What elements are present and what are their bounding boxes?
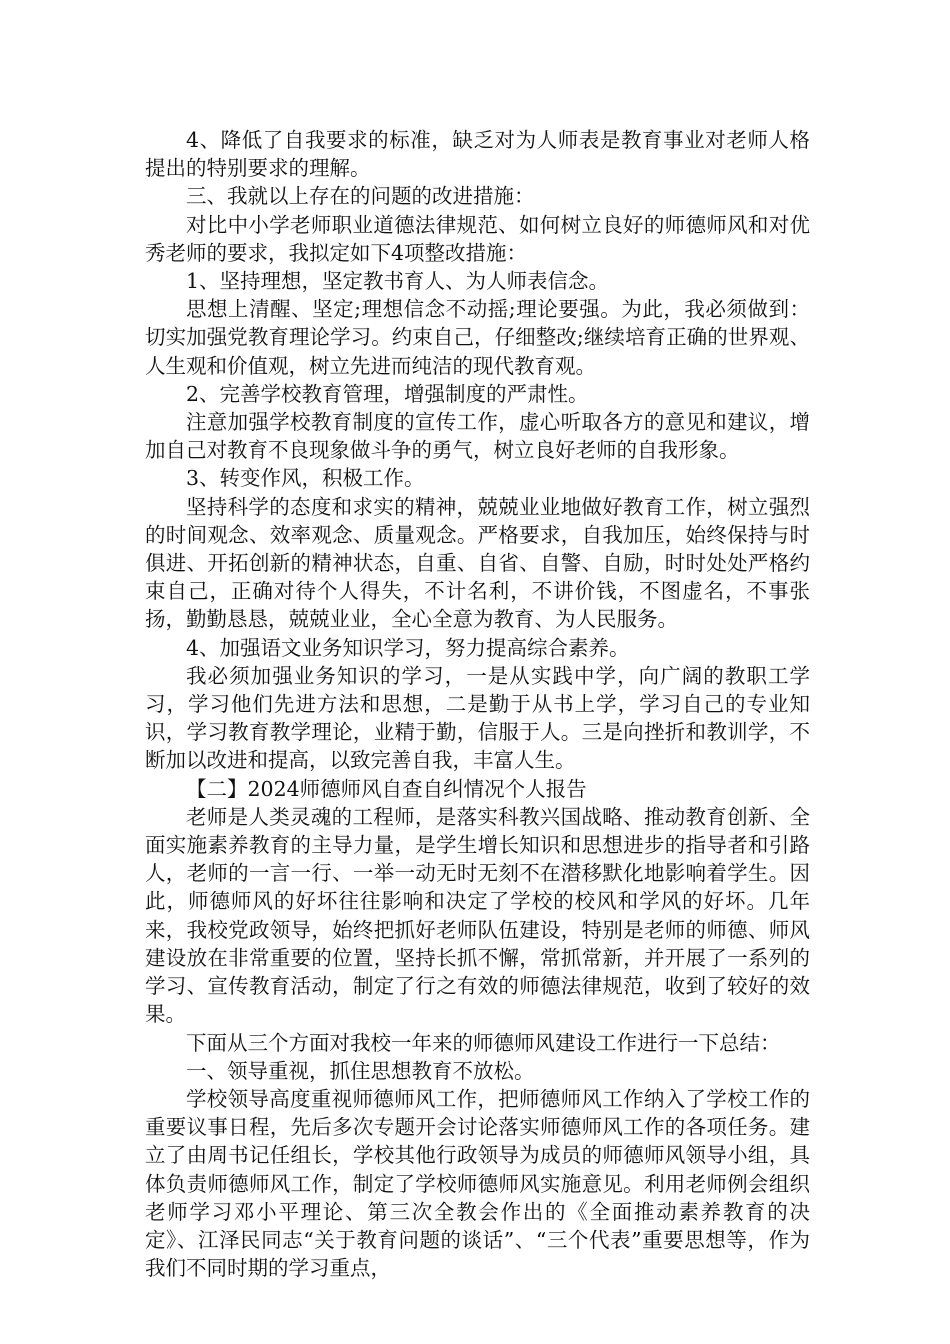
section-heading: 一、领导重视，抓住思想教育不放松。 [186,1058,535,1083]
paragraph: 思想上清醒、坚定;理想信念不动摇;理论要强。为此，我必须做到：切实加强党教育理论学习。约束自己，仔细整改;继续培育正确的世界观、人生观和价值观，树立先进而纯洁的现代教育观。 [145,297,810,378]
paragraph: 4、降低了自我要求的标准，缺乏对为人师表是教育事业对老师人格提出的特别要求的理解。 [145,128,810,181]
paragraph: 对比中小学老师职业道德法律规范、如何树立良好的师德师风和对优秀老师的要求，我拟定如下4项整改措施： [145,212,810,265]
list-item-heading: 4、加强语文业务知识学习，努力提高综合素养。 [186,635,630,660]
section-heading: 三、我就以上存在的问题的改进措施： [186,184,535,209]
list-item-heading: 3、转变作风，积极工作。 [186,466,425,491]
paragraph: 坚持科学的态度和求实的精神，兢兢业业地做好教育工作，树立强烈的时间观念、效率观念、质量观念。严格要求，自我加压，始终保持与时俱进、开拓创新的精神状态，自重、自省、自警、自励，时时处处严格约束自己，正确对待个人得失，不计名利，不讲价钱，不图虚名，不事张扬，勤勤恳恳，兢兢业业，全心全意为教育、为人民服务。 [145,494,810,632]
paragraph: 我必须加强业务知识的学习，一是从实践中学，向广阔的教职工学习，学习他们先进方法和思想，二是勤于从书上学，学习自己的专业知识，学习教育教学理论，业精于勤，信服于人。三是向挫折和教训学，不断加以改进和提高，以致完善自我，丰富人生。 [145,663,810,773]
list-item-heading: 2、完善学校教育管理，增强制度的严肃性。 [186,381,589,406]
paragraph: 学校领导高度重视师德师风工作，把师德师风工作纳入了学校工作的重要议事日程，先后多次专题开会讨论落实师德师风工作的各项任务。建立了由周书记任组长，学校其他行政领导为成员的师德师风领导小组，具体负责师德师风工作，制定了学校师德师风实施意见。利用老师例会组织老师学习邓小平理论、第三次全教会作出的《全面推动素养教育的决定》、江泽民同志“关于教育问题的谈话”、“三个代表”重要思想等，作为我们不同时期的学习重点， [145,1086,810,1281]
paragraph: 下面从三个方面对我校一年来的师德师风建设工作进行一下总结： [186,1030,781,1055]
list-item-heading: 1、坚持理想，坚定教书育人、为人师表信念。 [186,269,610,294]
document-body [145,126,810,1282]
report-title: 【二】2024师德师风自查自纠情况个人报告 [186,776,587,801]
paragraph: 老师是人类灵魂的工程师，是落实科教兴国战略、推动教育创新、全面实施素养教育的主导力量，是学生增长知识和思想进步的指导者和引路人，老师的一言一行、一举一动无时无刻不在潜移默化地影响着学生。因此，师德师风的好坏往往影响和决定了学校的校风和学风的好坏。几年来，我校党政领导，始终把抓好老师队伍建设，特别是老师的师德、师风建设放在非常重要的位置，坚持长抓不懈，常抓常新，并开展了一系列的学习、宣传教育活动，制定了行之有效的师德法律规范，收到了较好的效果。 [145,804,810,1027]
paragraph: 注意加强学校教育制度的宣传工作，虚心听取各方的意见和建议，增加自己对教育不良现象做斗争的勇气，树立良好老师的自我形象。 [145,410,810,463]
